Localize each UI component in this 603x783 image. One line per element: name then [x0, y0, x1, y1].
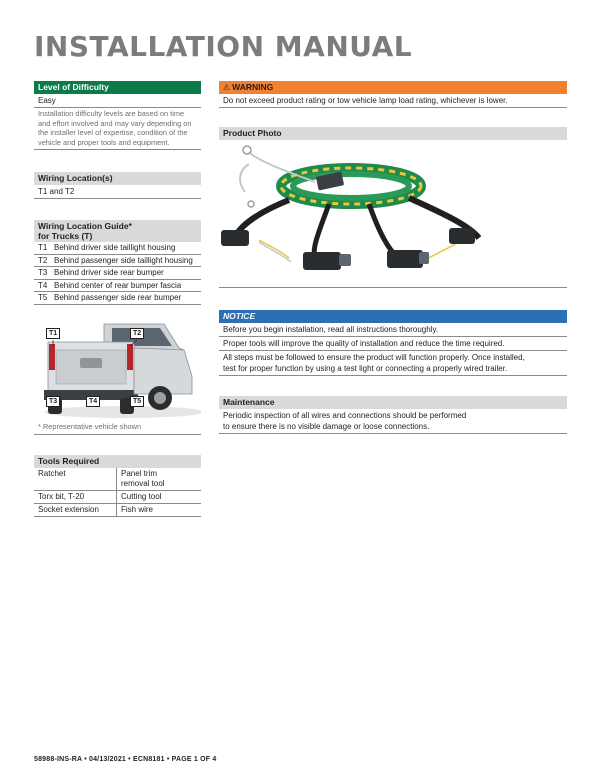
maintenance-section [219, 396, 567, 434]
vehicle-label-t5: T5 [130, 396, 144, 407]
difficulty-section [34, 81, 201, 150]
warning-text: Do not exceed product rating or tow vehicle lamp load rating, whichever is lower. [219, 94, 567, 108]
wiring-guide-row [34, 292, 201, 305]
tools-section [34, 455, 201, 517]
wiring-guide-code: T1 [38, 243, 48, 252]
wiring-guide-header-line1: Wiring Location Guide* [38, 221, 132, 231]
page-footer: 58988-INS-RA • 04/13/2021 • ECN8181 • PAGE 1 OF 4 [34, 756, 217, 763]
wiring-guide-header [34, 220, 201, 242]
tool-name-line2: removal tool [121, 479, 165, 488]
tools-row [34, 468, 201, 491]
tool-name: Cutting tool [121, 492, 162, 501]
wiring-guide-row [34, 267, 201, 280]
vehicle-label-t3: T3 [46, 396, 60, 407]
vehicle-caption: * Representative vehicle shown [34, 421, 201, 435]
wiring-guide-section [34, 220, 201, 305]
maintenance-text [219, 409, 567, 434]
wiring-guide-row [34, 280, 201, 293]
wiring-guide-code: T2 [38, 255, 48, 265]
notice-line: Before you begin installation, read all instructions thoroughly. [219, 323, 567, 337]
tools-row [34, 491, 201, 504]
wiring-guide-text: Behind passenger side taillight housing [54, 255, 193, 265]
wiring-guide-code: T3 [38, 268, 48, 277]
wiring-guide-text: Behind driver side rear bumper [54, 268, 164, 277]
difficulty-note: Installation difficulty levels are based on time and effort involved and may vary depending on the installer level of expertise, condition of the vehicle and proper tools and equipment. [34, 108, 201, 150]
warning-section [219, 81, 567, 108]
warning-title: WARNING [232, 82, 274, 92]
warning-header [219, 81, 567, 94]
notice-multiline [219, 351, 567, 376]
difficulty-header: Level of Difficulty [34, 81, 201, 94]
wiring-guide-text: Behind passenger side rear bumper [54, 293, 182, 302]
vehicle-caption-section [34, 421, 201, 435]
page-title: INSTALLATION MANUAL [34, 30, 413, 63]
tool-name: Socket extension [34, 504, 117, 516]
tools-header: Tools Required [34, 455, 201, 468]
wiring-guide-text: Behind driver side taillight housing [54, 243, 176, 252]
wiring-location-section [34, 172, 201, 199]
product-photo-section [219, 127, 567, 140]
product-photo [219, 142, 567, 288]
wiring-harness-illustration [219, 142, 567, 288]
vehicle-image [34, 314, 201, 420]
vehicle-label-t4: T4 [86, 396, 100, 407]
wiring-location-header: Wiring Location(s) [34, 172, 201, 185]
tool-name: Torx bit, T-20 [34, 491, 117, 503]
vehicle-label-t2: T2 [130, 328, 144, 339]
vehicle-label-t1: T1 [46, 328, 60, 339]
wiring-guide-row [34, 255, 201, 268]
warning-triangle-icon: ⚠ [223, 83, 231, 92]
tool-name: Ratchet [34, 468, 117, 490]
tool-name [117, 468, 201, 490]
tool-name-line1: Panel trim [121, 469, 158, 478]
tools-row [34, 504, 201, 517]
product-photo-header: Product Photo [219, 127, 567, 140]
notice-header: NOTICE [219, 310, 567, 323]
wiring-guide-code: T5 [38, 293, 48, 302]
tool-name: Fish wire [121, 505, 154, 514]
difficulty-level: Easy [34, 94, 201, 108]
notice-multiline-2: test for proper function by using a test light or connecting a properly wired trailer. [223, 364, 508, 373]
maintenance-header: Maintenance [219, 396, 567, 409]
wiring-guide-text: Behind center of rear bumper fascia [54, 280, 182, 290]
wiring-location-value: T1 and T2 [34, 185, 201, 199]
notice-line: Proper tools will improve the quality of installation and reduce the time required. [219, 337, 567, 351]
wiring-guide-header-line2: for Trucks (T) [38, 231, 93, 241]
maintenance-line1: Periodic inspection of all wires and connections should be performed [223, 411, 467, 420]
wiring-guide-row [34, 242, 201, 255]
notice-multiline-1: All steps must be followed to ensure the product will function properly. Once installed, [223, 353, 525, 362]
maintenance-line2: to ensure there is no visible damage or loose connections. [223, 422, 430, 431]
wiring-guide-code: T4 [38, 280, 48, 290]
notice-section [219, 310, 567, 376]
